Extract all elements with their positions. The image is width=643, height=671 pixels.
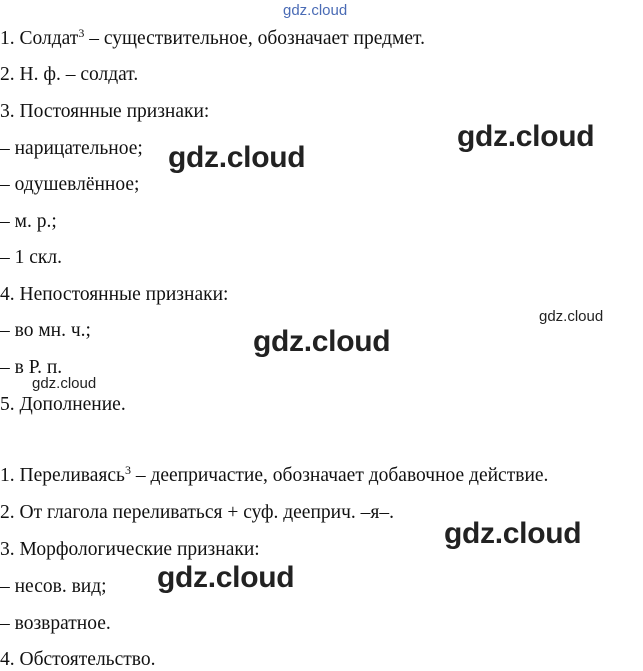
noun-constant-features-heading: 3. Постоянные признаки: (0, 101, 210, 122)
noun-initial-form: 2. Н. ф. – солдат. (0, 64, 139, 85)
participle-heading-line (0, 465, 548, 487)
noun-description: – существительное, обозначает предмет. (84, 28, 425, 49)
watermark-small: gdz.cloud (32, 375, 97, 392)
noun-footnote: 3 (78, 26, 85, 40)
noun-feature-case: – в Р. п. (0, 357, 63, 378)
noun-feature-common: – нарицательное; (0, 138, 143, 159)
watermark-large: gdz.cloud (444, 517, 582, 550)
participle-description: – деепричастие, обозначает добавочное действие. (130, 465, 549, 486)
watermark-large: gdz.cloud (253, 325, 391, 358)
watermark-large: gdz.cloud (457, 120, 595, 153)
participle-formation: 2. От глагола переливаться + суф. дееприч. –я–. (0, 502, 394, 523)
noun-feature-gender: – м. р.; (0, 211, 57, 232)
noun-feature-animate: – одушевлённое; (0, 174, 140, 195)
noun-heading-line (0, 28, 425, 50)
noun-variable-features-heading: 4. Непостоянные признаки: (0, 284, 229, 305)
watermark-top: gdz.cloud (283, 2, 348, 19)
watermark-large: gdz.cloud (168, 141, 306, 174)
noun-feature-declension: – 1 скл. (0, 247, 62, 268)
participle-feature-aspect: – несов. вид; (0, 576, 107, 597)
watermark-large: gdz.cloud (157, 561, 295, 594)
participle-syntactic-role: 4. Обстоятельство. (0, 649, 156, 670)
watermark-small: gdz.cloud (539, 308, 604, 325)
participle-features-heading: 3. Морфологические признаки: (0, 539, 260, 560)
noun-word: 1. Солдат (0, 28, 79, 49)
noun-feature-number: – во мн. ч.; (0, 320, 91, 341)
noun-syntactic-role: 5. Дополнение. (0, 394, 126, 415)
participle-word: 1. Переливаясь (0, 465, 125, 486)
participle-footnote: 3 (124, 463, 131, 477)
participle-feature-reflexive: – возвратное. (0, 613, 111, 634)
